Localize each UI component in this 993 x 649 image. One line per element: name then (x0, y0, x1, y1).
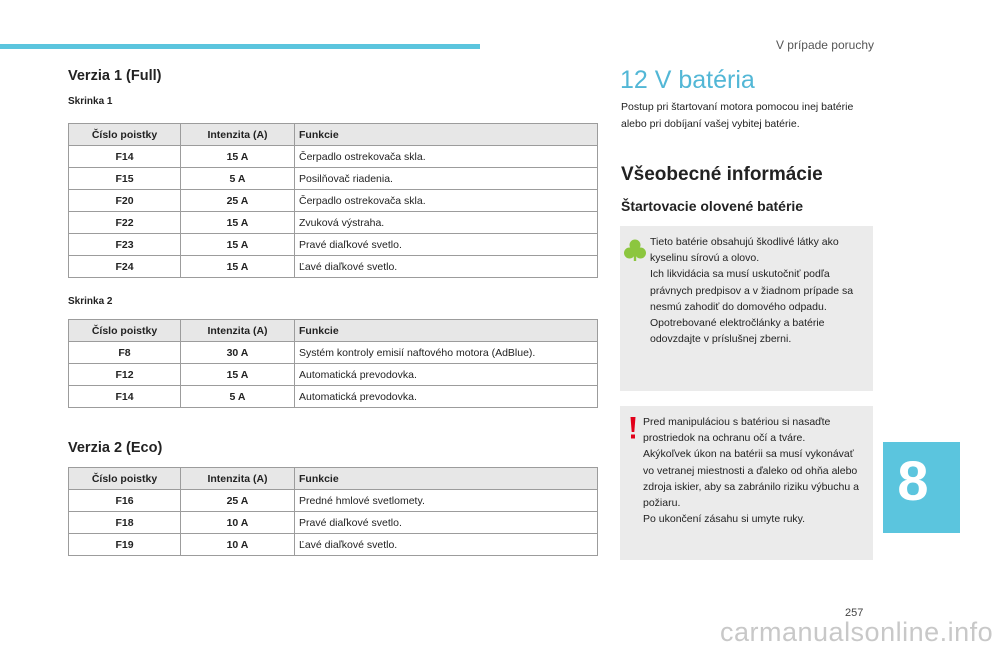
table-row (69, 256, 598, 278)
table-row (69, 386, 598, 408)
fuse-number: F14 (69, 386, 181, 408)
fuse-current: 15 A (181, 146, 295, 168)
fuse-current: 10 A (181, 534, 295, 556)
table-row (69, 512, 598, 534)
fuse-function: Systém kontroly emisií naftového motora (AdBlue). (295, 342, 598, 364)
fuse-number: F8 (69, 342, 181, 364)
fuse-current: 25 A (181, 190, 295, 212)
col-header-current: Intenzita (A) (181, 320, 295, 342)
fuse-function: Pravé diaľkové svetlo. (295, 512, 598, 534)
col-header-function: Funkcie (295, 124, 598, 146)
fuse-function: Ľavé diaľkové svetlo. (295, 534, 598, 556)
environment-note (620, 226, 873, 391)
table-row (69, 342, 598, 364)
fuse-function: Pravé diaľkové svetlo. (295, 234, 598, 256)
verzia2-title: Verzia 2 (Eco) (68, 440, 163, 456)
col-header-current: Intenzita (A) (181, 468, 295, 490)
fuse-current: 15 A (181, 364, 295, 386)
verzia1-title: Verzia 1 (Full) (68, 68, 162, 84)
general-info-heading: Všeobecné informácie (621, 164, 823, 185)
fuse-number: F22 (69, 212, 181, 234)
col-header-current: Intenzita (A) (181, 124, 295, 146)
battery-title: 12 V batéria (620, 66, 755, 94)
col-header-function: Funkcie (295, 468, 598, 490)
table-row (69, 168, 598, 190)
fuse-table-skrinka2 (68, 319, 598, 408)
table-row (69, 234, 598, 256)
col-header-function: Funkcie (295, 320, 598, 342)
table-header-row (69, 468, 598, 490)
fuse-current: 5 A (181, 386, 295, 408)
fuse-current: 10 A (181, 512, 295, 534)
watermark: carmanualsonline.info (720, 617, 993, 647)
table-row (69, 146, 598, 168)
fuse-function: Zvuková výstraha. (295, 212, 598, 234)
col-header-fuse-number: Číslo poistky (69, 320, 181, 342)
fuse-number: F15 (69, 168, 181, 190)
running-head: V prípade poruchy (775, 38, 874, 52)
recycle-icon (623, 238, 647, 262)
fuse-number: F20 (69, 190, 181, 212)
fuse-current: 30 A (181, 342, 295, 364)
battery-intro: Postup pri štartovaní motora pomocou inej batérie alebo pri dobíjaní vašej vybitej batérie. (621, 101, 854, 130)
fuse-function: Posilňovač riadenia. (295, 168, 598, 190)
page-number: 257 (845, 607, 864, 619)
note-line: Opotrebované elektročlánky a batérie odovzdajte v príslušnej zberni. (650, 317, 825, 346)
fuse-function: Ľavé diaľkové svetlo. (295, 256, 598, 278)
fuse-table-verzia2 (68, 467, 598, 556)
note-line: Po ukončení zásahu si umyte ruky. (643, 513, 806, 526)
fuse-number: F19 (69, 534, 181, 556)
table-row (69, 490, 598, 512)
table-header-row (69, 320, 598, 342)
skrinka2-label: Skrinka 2 (68, 296, 113, 307)
fuse-number: F23 (69, 234, 181, 256)
chapter-number: 8 (897, 449, 929, 512)
note-line: Tieto batérie obsahujú škodlivé látky ako kyselinu sírovú a olovo. (650, 236, 839, 265)
table-row (69, 364, 598, 386)
table-row (69, 534, 598, 556)
skrinka1-label: Skrinka 1 (68, 96, 113, 107)
fuse-function: Automatická prevodovka. (295, 364, 598, 386)
fuse-function: Čerpadlo ostrekovača skla. (295, 190, 598, 212)
note-line: Ich likvidácia sa musí uskutočniť podľa právnych predpisov a v žiadnom prípade sa nesmú zahodiť do domového odpadu. (650, 268, 854, 313)
warning-icon (625, 416, 641, 440)
table-header-row (69, 124, 598, 146)
col-header-fuse-number: Číslo poistky (69, 468, 181, 490)
chapter-tab (883, 442, 960, 533)
warning-note (620, 406, 873, 560)
fuse-function: Automatická prevodovka. (295, 386, 598, 408)
fuse-current: 5 A (181, 168, 295, 190)
fuse-number: F18 (69, 512, 181, 534)
fuse-current: 25 A (181, 490, 295, 512)
fuse-number: F12 (69, 364, 181, 386)
col-header-fuse-number: Číslo poistky (69, 124, 181, 146)
fuse-current: 15 A (181, 256, 295, 278)
table-row (69, 212, 598, 234)
table-row (69, 190, 598, 212)
note-line: Pred manipuláciou s batériou si nasaďte prostriedok na ochranu očí a tváre. (643, 416, 831, 445)
fuse-number: F16 (69, 490, 181, 512)
fuse-function: Čerpadlo ostrekovača skla. (295, 146, 598, 168)
fuse-current: 15 A (181, 234, 295, 256)
warning-note-text (643, 414, 867, 527)
fuse-table-skrinka1 (68, 123, 598, 278)
environment-note-text (650, 234, 870, 347)
header-accent-bar (0, 44, 480, 49)
note-line: Akýkoľvek úkon na batérii sa musí vykonávať vo vetranej miestnosti a ďaleko od ohňa alebo zdroja iskier, aby sa zabránilo riziku výbuchu a požiaru. (643, 448, 859, 510)
fuse-function: Predné hmlové svetlomety. (295, 490, 598, 512)
fuse-number: F14 (69, 146, 181, 168)
lead-acid-heading: Štartovacie olovené batérie (621, 198, 804, 214)
fuse-current: 15 A (181, 212, 295, 234)
fuse-number: F24 (69, 256, 181, 278)
